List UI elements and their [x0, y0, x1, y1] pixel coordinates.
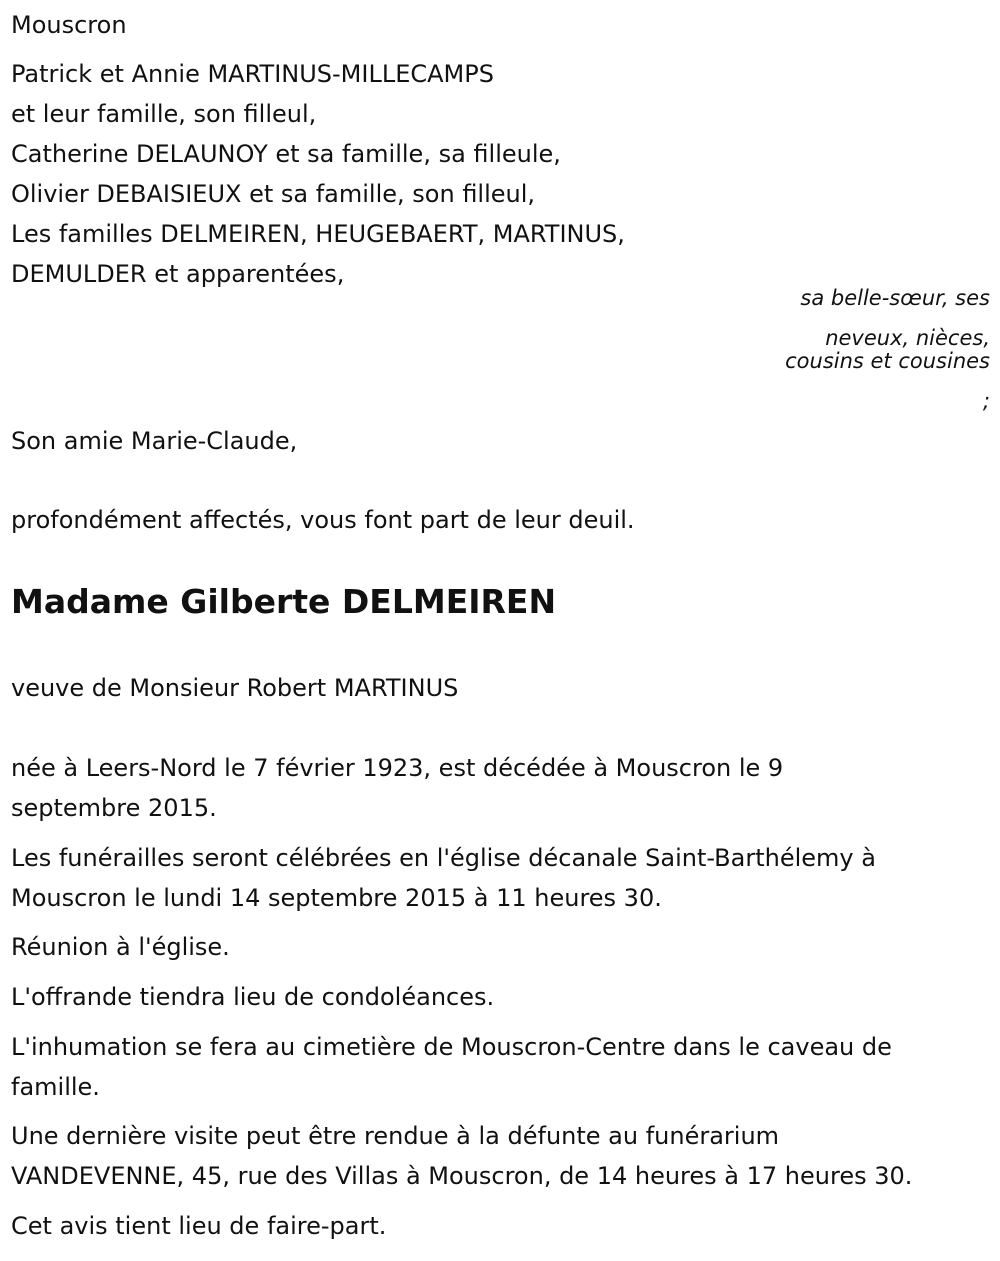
family-line: Les familles DELMEIREN, HEUGEBAERT, MARTINUS, [11, 220, 625, 248]
affected-line: profondément affectés, vous font part de leur deuil. [11, 506, 635, 534]
birth-death-line: née à Leers-Nord le 7 février 1923, est décédée à Mouscron le 9 [11, 754, 784, 782]
burial-line: famille. [11, 1073, 100, 1101]
family-line: et leur famille, son filleul, [11, 100, 317, 128]
funeral-line: Les funérailles seront célébrées en l'église décanale Saint-Barthélemy à [11, 844, 876, 872]
visit-line: Une dernière visite peut être rendue à la défunte au funérarium [11, 1122, 780, 1150]
burial-line: L'inhumation se fera au cimetière de Mouscron-Centre dans le caveau de [11, 1033, 892, 1061]
location-heading: Mouscron [11, 11, 127, 39]
widow-line: veuve de Monsieur Robert MARTINUS [11, 674, 459, 702]
funeral-line: Mouscron le lundi 14 septembre 2015 à 11 heures 30. [11, 884, 662, 912]
family-line: Patrick et Annie MARTINUS-MILLECAMPS [11, 60, 494, 88]
friend-line: Son amie Marie-Claude, [11, 427, 298, 455]
offering-line: L'offrande tiendra lieu de condoléances. [11, 983, 495, 1011]
relation-line: neveux, nièces, [825, 326, 990, 350]
relation-line: cousins et cousines [785, 349, 990, 373]
birth-death-line: septembre 2015. [11, 794, 217, 822]
meeting-line: Réunion à l'église. [11, 933, 230, 961]
visit-line: VANDEVENNE, 45, rue des Villas à Mouscron, de 14 heures à 17 heures 30. [11, 1162, 913, 1190]
family-line: Catherine DELAUNOY et sa famille, sa filleule, [11, 140, 561, 168]
relation-line: sa belle-sœur, ses [800, 286, 990, 310]
relation-line: ; [982, 389, 990, 413]
deceased-name: Madame Gilberte DELMEIREN [11, 582, 557, 621]
notice-line: Cet avis tient lieu de faire-part. [11, 1212, 387, 1240]
family-line: Olivier DEBAISIEUX et sa famille, son filleul, [11, 180, 536, 208]
family-line: DEMULDER et apparentées, [11, 260, 345, 288]
